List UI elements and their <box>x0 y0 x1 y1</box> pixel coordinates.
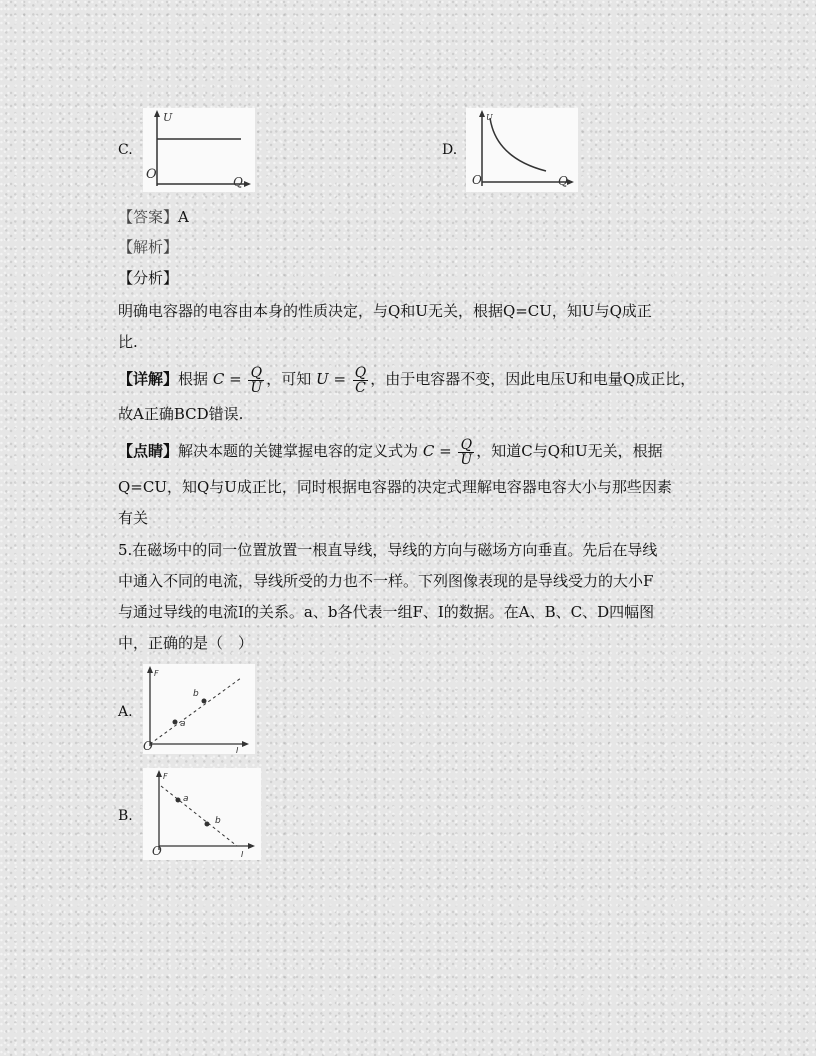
detail-text-2: ，可知 <box>266 370 312 388</box>
c-x-arrow <box>244 181 251 187</box>
fenxi-heading <box>118 268 178 288</box>
detail-text-1: 根据 <box>178 370 209 388</box>
b-axis-x-label: I <box>241 850 244 859</box>
fenxi-line-1: 明确电容器的电容由本身的性质决定，与Q和U无关，根据Q=CU，知U与Q成正 <box>118 302 652 320</box>
option-d-graph <box>466 108 578 192</box>
b-point-a <box>176 798 181 803</box>
tip-tag: 【点睛】 <box>118 442 179 460</box>
a-dashed-line <box>150 678 241 744</box>
eq1-lhs: C <box>212 370 225 388</box>
a-origin-label: O <box>143 739 153 753</box>
c-axis-y-label: U <box>163 111 173 124</box>
tip-line-3: 有关 <box>118 509 149 527</box>
tip-text-1: 解决本题的关键掌握电容的定义式为 <box>178 442 419 460</box>
fenxi-line-2: 比. <box>118 333 138 351</box>
detail-tag: 【详解】 <box>118 370 179 388</box>
detail-line-2: 故A正确BCD错误. <box>118 405 244 423</box>
answer-tag: 【答案】 <box>118 208 179 226</box>
a-point-a-label: a <box>180 719 186 729</box>
a-axis-y-label: F <box>154 669 159 678</box>
d-axis-y-label: U <box>486 113 493 122</box>
a-y-arrow <box>147 666 153 673</box>
eq2-fraction: $\frac{Q}{C}$ <box>354 364 367 396</box>
detail-text-3: ，由于电容器不变，因此电压U和电量Q成正比， <box>370 370 696 388</box>
a-point-a <box>173 720 178 725</box>
d-origin-label: O <box>472 173 482 187</box>
b-point-b-label: b <box>215 816 221 826</box>
option-a-graph <box>143 664 255 754</box>
answer-value: A <box>178 208 189 226</box>
b-y-arrow <box>156 770 162 777</box>
option-b-graph <box>143 768 261 860</box>
tip-eq-lhs: C <box>422 442 435 460</box>
eq1-fraction: $\frac{Q}{U}$ <box>250 364 263 396</box>
analysis-heading <box>118 237 178 257</box>
tip-eq-fraction: $\frac{Q}{U}$ <box>460 436 473 468</box>
a-axis-x-label: I <box>236 746 239 754</box>
d-curve <box>490 118 546 171</box>
b-point-b <box>205 822 210 827</box>
tip-line-1: 【点睛】解决本题的关键掌握电容的定义式为 C = $\frac{Q}{U}$ ，知道C与Q和U无关，根据 <box>118 436 663 468</box>
option-c-label: C. <box>118 142 133 158</box>
d-y-arrow <box>479 110 485 117</box>
b-axis-y-label: F <box>163 772 168 781</box>
b-point-a-label: a <box>183 794 189 804</box>
detail-line-1: 【详解】根据 C = $\frac{Q}{U}$ ，可知 U = $\frac{Q}{C}$ ，由于电容器不变，因此电压U和电量Q成正比， <box>118 364 696 396</box>
eq2-lhs: U <box>316 370 329 388</box>
c-y-arrow <box>154 110 160 117</box>
tip-line-2: Q=CU，知Q与U成正比，同时根据电容器的决定式理解电容器电容大小与那些因素 <box>118 478 672 496</box>
a-x-arrow <box>242 741 249 747</box>
a-point-b <box>202 699 207 704</box>
c-origin-label: O <box>146 167 157 182</box>
q5-line-4: 中，正确的是（ ） <box>118 634 254 652</box>
d-x-arrow <box>567 179 574 185</box>
q5-line-1: 5.在磁场中的同一位置放置一根直导线，导线的方向与磁场方向垂直。先后在导线 <box>118 541 658 559</box>
option-c-graph <box>143 108 255 192</box>
b-origin-label: O <box>152 844 162 858</box>
tip-text-2: ，知道C与Q和U无关，根据 <box>476 442 663 460</box>
a-point-b-label: b <box>193 689 199 699</box>
d-axis-x-label: Q <box>558 174 568 188</box>
q5-line-2: 中通入不同的电流，导线所受的力也不一样。下列图像表现的是导线受力的大小F <box>118 572 654 590</box>
b-x-arrow <box>248 843 255 849</box>
q5-line-3: 与通过导线的电流I的关系。a、b各代表一组F、I的数据。在A、B、C、D四幅图 <box>118 603 655 621</box>
fenxi-tag: 【分析】 <box>118 269 179 287</box>
analysis-tag: 【解析】 <box>118 238 179 256</box>
option-d-label: D. <box>442 142 458 158</box>
answer-line <box>118 207 189 227</box>
c-axis-x-label: Q <box>233 175 243 189</box>
b-dashed-line <box>161 786 237 846</box>
option-b-label: B. <box>118 808 133 824</box>
option-a-label: A. <box>118 704 133 720</box>
